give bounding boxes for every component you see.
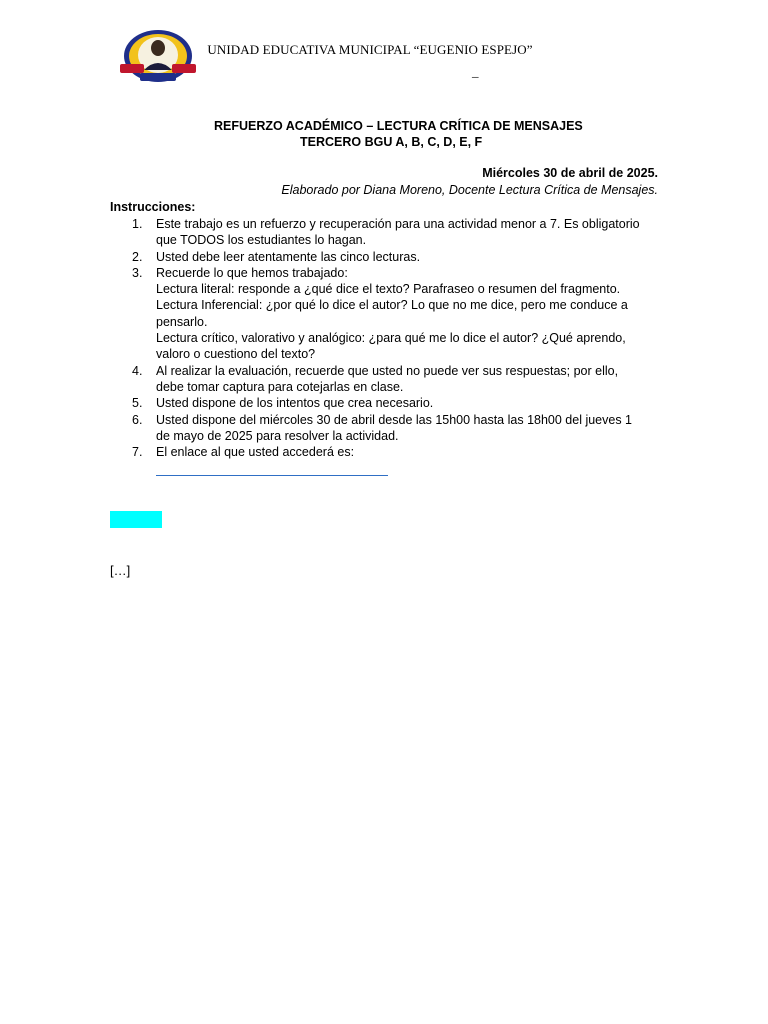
instruction-number: 1. [132,217,143,231]
instruction-text-line: Lectura Inferencial: ¿por qué lo dice el autor? Lo que no me dice, pero me conduce a [156,298,628,313]
instruction-text-line: Usted debe leer atentamente las cinco lecturas. [156,249,421,264]
instruction-number: 3. [132,265,143,280]
instruction-text-line: Lectura crítico, valorativo y analógico: ¿para qué me lo dice el autor? ¿Qué aprendo, [156,331,626,346]
instruction-number: 4. [132,363,143,378]
instructions-heading: Instrucciones: [110,200,196,214]
instruction-text-line: Lectura literal: responde a ¿qué dice el texto? Parafraseo o resumen del fragmento. [156,282,621,297]
instruction-item [110,444,660,460]
header-dash: _ [472,64,479,79]
instruction-text-line: Usted dispone del miércoles 30 de abril desde las 15h00 hasta las 18h00 del jueves 1 [156,412,633,427]
instruction-text-line: Recuerde lo que hemos trabajado: [156,265,348,280]
instruction-item [110,265,660,363]
instruction-text-line: Este trabajo es un refuerzo y recuperación para una actividad menor a 7. Es obligatorio [156,217,640,231]
instruction-item [110,395,660,411]
instruction-item [110,412,660,445]
instruction-text-line: de mayo de 2025 para resolver la actividad. [156,428,399,443]
instruction-number: 6. [132,412,143,427]
instruction-item [110,216,660,249]
instruction-text-line: valoro o cuestiono del texto? [156,347,316,362]
document-date: Miércoles 30 de abril de 2025. [482,166,658,180]
activity-link[interactable] [156,475,388,476]
instruction-text-line: debe tomar captura para cotejarlas en clase. [156,379,404,394]
document-title: REFUERZO ACADÉMICO – LECTURA CRÍTICA DE MENSAJES [214,119,583,133]
omitted-content-marker: […] [110,563,131,578]
instruction-text-line: Usted dispone de los intentos que crea necesario. [156,396,434,411]
instruction-number: 7. [132,445,143,460]
instruction-text-line: Al realizar la evaluación, recuerde que usted no puede ver sus respuestas; por ello, [156,363,619,378]
instruction-text-line: que TODOS los estudiantes lo hagan. [156,233,367,248]
instruction-text-line: pensarlo. [156,314,208,329]
instructions-list [110,216,660,460]
instruction-number: 5. [132,396,143,411]
document-subtitle: TERCERO BGU A, B, C, D, E, F [300,135,483,149]
instruction-item [110,363,660,396]
highlight-mark [110,511,162,528]
document-author: Elaborado por Diana Moreno, Docente Lectura Crítica de Mensajes. [281,183,658,197]
instruction-number: 2. [132,249,143,264]
school-logo-icon [118,28,198,86]
school-name: UNIDAD EDUCATIVA MUNICIPAL “EUGENIO ESPEJO” [207,42,533,57]
instruction-item [110,249,660,265]
instruction-text-line: El enlace al que usted accederá es: [156,445,355,460]
